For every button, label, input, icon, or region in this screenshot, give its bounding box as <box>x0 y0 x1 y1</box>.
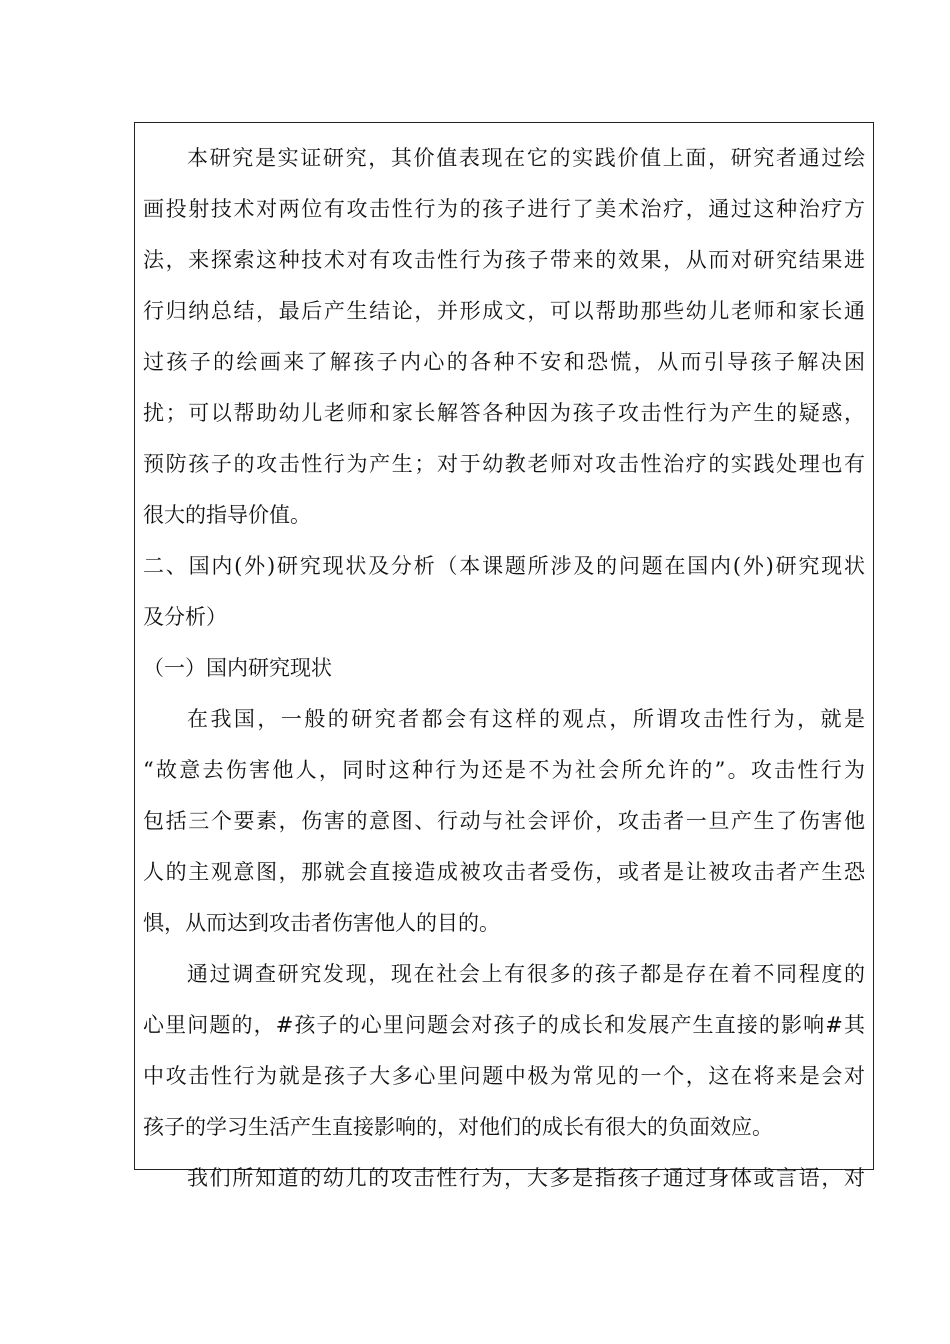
paragraph-line: 扰；可以帮助幼儿老师和家长解答各种因为孩子攻击性行为产生的疑惑， <box>143 401 865 425</box>
paragraph-line: 人的主观意图，那就会直接造成被攻击者受伤，或者是让被攻击者产生恐 <box>143 860 865 884</box>
paragraph-line: 中攻击性行为就是孩子大多心里问题中极为常见的一个，这在将来是会对 <box>143 1064 865 1088</box>
paragraph-line: 很大的指导价值。 <box>143 503 311 527</box>
section-heading: 二、国内(外)研究现状及分析（本课题所涉及的问题在国内(外)研究现状 <box>143 554 865 578</box>
paragraph-line: 画投射技术对两位有攻击性行为的孩子进行了美术治疗，通过这种治疗方 <box>143 197 865 221</box>
paragraph-line: 预防孩子的攻击性行为产生；对于幼教老师对攻击性治疗的实践处理也有 <box>143 452 865 476</box>
paragraph-line: 心里问题的，#孩子的心里问题会对孩子的成长和发展产生直接的影响#其 <box>143 1013 865 1037</box>
document-body <box>143 133 865 1204</box>
paragraph-line: 行归纳总结，最后产生结论，并形成文，可以帮助那些幼儿老师和家长通 <box>143 299 865 323</box>
paragraph-line: 本研究是实证研究，其价值表现在它的实践价值上面，研究者通过绘 <box>187 146 865 170</box>
paragraph-line: 通过调查研究发现，现在社会上有很多的孩子都是存在着不同程度的 <box>187 962 865 986</box>
document-frame <box>134 122 874 1190</box>
paragraph-line: 法，来探索这种技术对有攻击性行为孩子带来的效果，从而对研究结果进 <box>143 248 865 272</box>
paragraph-line: 包括三个要素，伤害的意图、行动与社会评价，攻击者一旦产生了伤害他 <box>143 809 865 833</box>
paragraph-line: 过孩子的绘画来了解孩子内心的各种不安和恐慌，从而引导孩子解决困 <box>143 350 865 374</box>
section-heading: 及分析） <box>143 605 227 629</box>
subsection-heading: （一）国内研究现状 <box>143 656 332 680</box>
paragraph-line: “故意去伤害他人，同时这种行为还是不为社会所允许的”。攻击性行为 <box>143 758 865 782</box>
paragraph-line: 孩子的学习生活产生直接影响的，对他们的成长有很大的负面效应。 <box>143 1115 773 1139</box>
paragraph-line: 我们所知道的幼儿的攻击性行为，大多是指孩子通过身体或言语，对 <box>187 1166 865 1190</box>
paragraph-line: 在我国，一般的研究者都会有这样的观点，所谓攻击性行为，就是 <box>187 707 865 731</box>
paragraph-line: 惧，从而达到攻击者伤害他人的目的。 <box>143 911 500 935</box>
